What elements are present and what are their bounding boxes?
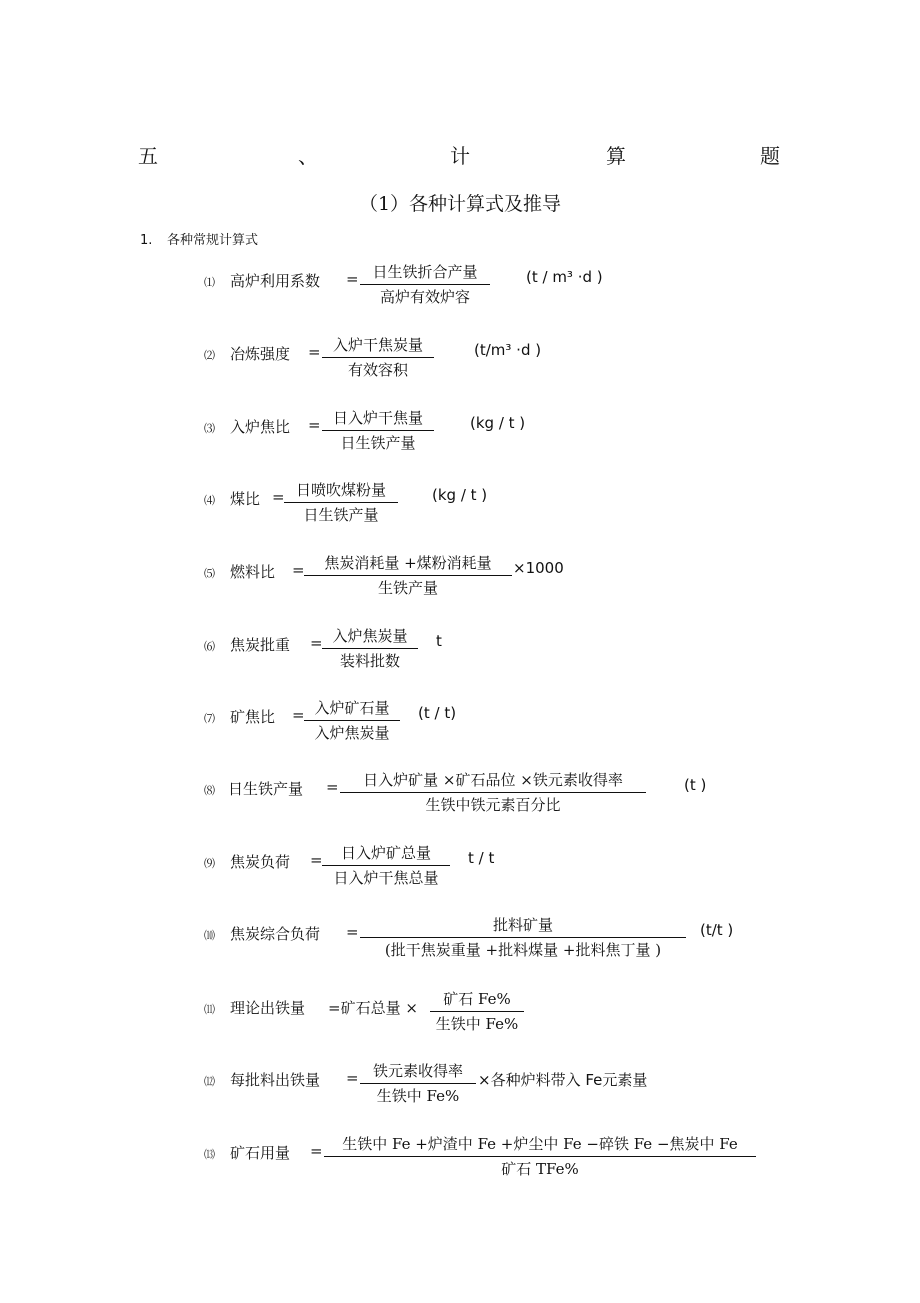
fraction-bar	[360, 1083, 476, 1084]
formula-unit: (t/m³ ·d )	[474, 341, 542, 359]
fraction-bar	[360, 937, 686, 938]
section-label: 各种常规计算式	[167, 233, 259, 248]
section-number: 1.	[140, 233, 153, 248]
fraction-bar	[284, 502, 398, 503]
equals-sign: =	[326, 778, 339, 796]
formula-unit: (t / m³ ·d )	[526, 268, 603, 286]
denominator: 生铁产量	[377, 579, 438, 597]
numerator: 入炉焦炭量	[332, 627, 408, 645]
denominator: 生铁中 Fe%	[376, 1087, 460, 1105]
formula-name: 煤比	[230, 490, 261, 508]
formula-index: ⑼	[204, 857, 215, 870]
formula-name: 每批料出铁量	[230, 1071, 321, 1089]
formula-row	[204, 408, 624, 452]
equals-sign: =	[272, 488, 285, 506]
denominator: 生铁中 Fe%	[435, 1015, 519, 1033]
formula-index: ⑴	[204, 276, 215, 289]
formula-row	[204, 989, 624, 1033]
fraction-bar	[322, 357, 434, 358]
denominator: 入炉焦炭量	[314, 724, 390, 742]
formula-unit: (t/t )	[700, 921, 734, 939]
formula-unit: ×各种炉料带入 Fe元素量	[478, 1071, 648, 1089]
equals-sign: =	[346, 923, 359, 941]
fraction-bar	[322, 430, 434, 431]
equals-sign: =	[292, 706, 305, 724]
numerator: 日喷吹煤粉量	[295, 481, 386, 499]
equals-sign: =	[310, 634, 323, 652]
formula-name: 日生铁产量	[228, 780, 304, 798]
fraction	[322, 626, 418, 671]
formula-name: 理论出铁量	[230, 999, 306, 1017]
formula-index: ⑶	[204, 422, 215, 435]
formula-name: 入炉焦比	[230, 418, 291, 436]
numerator: 批料矿量	[492, 916, 553, 934]
fraction	[322, 408, 434, 453]
equals-sign: =	[308, 416, 321, 434]
page-heading	[138, 140, 783, 166]
fraction	[284, 480, 398, 525]
fraction	[322, 335, 434, 380]
fraction-bar	[304, 575, 512, 576]
equals-sign: =矿石总量 ×	[328, 999, 418, 1017]
formula-name: 冶炼强度	[230, 345, 291, 363]
subtitle: （1）各种计算式及推导	[358, 193, 562, 215]
denominator: 装料批数	[339, 652, 400, 670]
formula-name: 矿焦比	[230, 708, 276, 726]
fraction	[360, 1061, 476, 1106]
formula-row	[204, 480, 624, 524]
section-heading	[140, 229, 258, 248]
formula-unit: t	[436, 632, 442, 650]
numerator: 日入炉矿总量	[340, 844, 431, 862]
formula-name: 高炉利用系数	[230, 272, 321, 290]
formula-index: ⑾	[204, 1003, 215, 1016]
heading-char: 五	[138, 144, 158, 168]
heading-char: 、	[298, 144, 318, 168]
numerator: 日入炉干焦量	[332, 409, 423, 427]
numerator: 入炉矿石量	[314, 699, 390, 717]
formula-unit: (kg / t )	[470, 414, 526, 432]
formula-index: ⑵	[204, 349, 215, 362]
fraction-bar	[324, 1156, 756, 1157]
denominator: 矿石 TFe%	[501, 1160, 579, 1178]
formula-index: ⑽	[204, 929, 215, 942]
numerator: 日入炉矿量 ×矿石品位 ×铁元素收得率	[363, 771, 623, 789]
formula-unit: (t )	[684, 776, 707, 794]
formula-index: ⑺	[204, 712, 215, 725]
fraction-bar	[304, 720, 400, 721]
formula-index: ⑹	[204, 640, 215, 653]
fraction	[360, 262, 490, 307]
formula-row	[204, 1061, 684, 1105]
formula-name: 焦炭批重	[230, 636, 291, 654]
denominator: (批干焦炭重量 +批料煤量 +批料焦丁量 )	[384, 941, 662, 959]
fraction	[340, 770, 646, 815]
formula-row	[204, 335, 624, 379]
formula-row	[204, 915, 764, 959]
fraction	[304, 553, 512, 598]
denominator: 生铁中铁元素百分比	[425, 796, 561, 814]
equals-sign: =	[292, 561, 305, 579]
formula-row	[204, 1134, 764, 1178]
formula-index: ⒀	[204, 1148, 215, 1161]
numerator: 生铁中 Fe +炉渣中 Fe +炉尘中 Fe −碎铁 Fe −焦炭中 Fe	[342, 1135, 738, 1153]
formula-unit: (kg / t )	[432, 486, 488, 504]
equals-sign: =	[310, 851, 323, 869]
fraction-bar	[340, 792, 646, 793]
formula-row	[204, 843, 624, 887]
formula-name: 焦炭负荷	[230, 853, 291, 871]
fraction-bar	[322, 865, 450, 866]
formula-unit: (t / t)	[418, 704, 457, 722]
formula-index: ⑻	[204, 784, 215, 797]
denominator: 日生铁产量	[303, 506, 379, 524]
numerator: 日生铁折合产量	[372, 263, 478, 281]
denominator: 日生铁产量	[340, 434, 416, 452]
formula-name: 焦炭综合负荷	[230, 925, 321, 943]
fraction-bar	[430, 1011, 524, 1012]
fraction-bar	[322, 648, 418, 649]
formula-unit: t / t	[468, 849, 495, 867]
formula-name: 矿石用量	[230, 1144, 291, 1162]
formula-row	[204, 698, 624, 742]
fraction	[430, 989, 524, 1034]
numerator: 矿石 Fe%	[443, 990, 511, 1008]
denominator: 有效容积	[347, 361, 408, 379]
formula-row	[204, 626, 624, 670]
fraction-bar	[360, 284, 490, 285]
formula-index: ⑸	[204, 567, 215, 580]
numerator: 焦炭消耗量 +煤粉消耗量	[324, 554, 492, 572]
numerator: 入炉干焦炭量	[332, 336, 423, 354]
numerator: 铁元素收得率	[372, 1062, 463, 1080]
formula-row	[204, 262, 624, 306]
fraction	[360, 915, 686, 960]
formula-row	[204, 770, 724, 814]
equals-sign: =	[346, 270, 359, 288]
formula-index: ⑿	[204, 1075, 215, 1088]
heading-char: 算	[606, 144, 626, 168]
formula-index: ⑷	[204, 494, 215, 507]
heading-char: 计	[450, 144, 470, 168]
heading-char: 题	[760, 144, 780, 168]
formula-name: 燃料比	[230, 563, 276, 581]
equals-sign: =	[310, 1142, 323, 1160]
fraction	[324, 1134, 756, 1179]
equals-sign: =	[346, 1069, 359, 1087]
equals-sign: =	[308, 343, 321, 361]
denominator: 高炉有效炉容	[379, 288, 470, 306]
fraction	[322, 843, 450, 888]
formula-row	[204, 553, 624, 597]
denominator: 日入炉干焦总量	[333, 869, 439, 887]
formula-unit: ×1000	[513, 559, 564, 577]
fraction	[304, 698, 400, 743]
